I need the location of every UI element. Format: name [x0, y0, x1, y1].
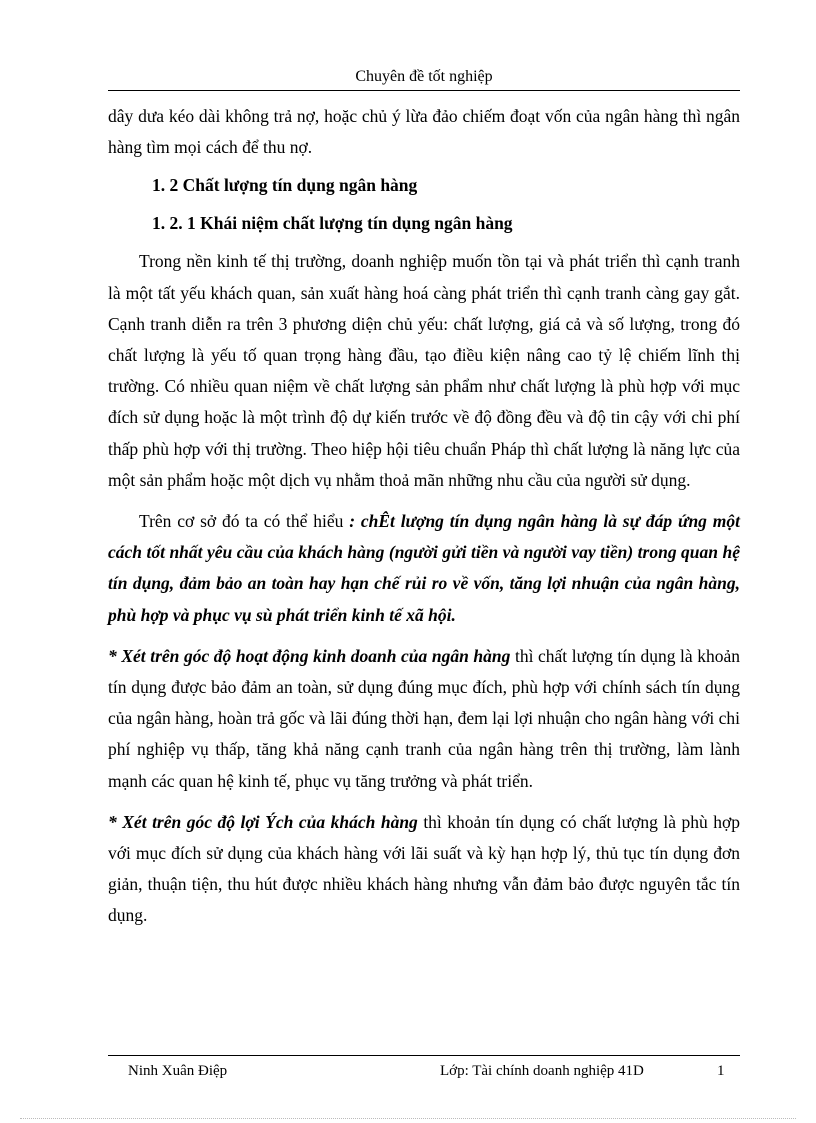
page-header	[108, 64, 740, 91]
page-number: 1	[717, 1063, 725, 1079]
subsection-heading: 1. 2. 1 Khái niệm chất lượng tín dụng ngân hàng	[152, 213, 513, 234]
definition-intro: Trên cơ sở đó ta có thể hiểu	[139, 511, 350, 532]
document-body	[108, 101, 740, 932]
bank-perspective-text: thì chất lượng tín dụng là khoản tín dụng được bảo đảm an toàn, sử dụng đúng mục đích, phù hợp với chính sách tín dụng của ngân hàng, hoàn trả gốc và lãi đúng thời hạn, đem lại lợi nhuận cho ngân hàng với chi phí nghiệp vụ thấp, tăng khả năng cạnh tranh của ngân hàng trên thị trường, làm lành mạnh các quan hệ kinh tế, phục vụ tăng trưởng và phát triển.	[108, 645, 740, 791]
paragraph-competition: Trong nền kinh tế thị trường, doanh nghiệp muốn tồn tại và phát triển thì cạnh tranh là một tất yếu khách quan, sản xuất hàng hoá càng phát triển thì cạnh tranh càng gay gắt. Cạnh tranh diễn ra trên 3 phương diện chủ yếu: chất lượng, giá cả và số lượng, trong đó chất lượng là yếu tố quan trọng hàng đầu, tạo điều kiện nâng cao tỷ lệ chiếm lĩnh thị trường. Có nhiều quan niệm về chất lượng sản phẩm như chất lượng là phù hợp với mục đích sử dụng hoặc là một trình độ dự kiến trước về độ đồng đều và độ tin cậy với chi phí thấp phù hợp với thị trường. Theo hiệp hội tiêu chuẩn Pháp thì chất lượng là năng lực của một sản phẩm hoặc một dịch vụ nhằm thoả mãn những nhu cầu của người sử dụng.	[108, 251, 740, 490]
section-heading: 1. 2 Chất lượng tín dụng ngân hàng	[152, 175, 418, 196]
header-title: Chuyên đề tốt nghiệp	[355, 68, 493, 85]
page-edge-divider	[20, 1118, 796, 1119]
definition-text: : chÊt lượng tín dụng ngân hàng là sự đáp ứng một cách tốt nhất yêu cầu của khách hàng (người gửi tiền và người vay tiền) trong quan hệ tín dụng, đảm bảo an toàn hay hạn chế rủi ro về vốn, tăng lợi nhuận của ngân hàng, phù hợp và phục vụ sù phát triển kinh tế xã hội.	[108, 511, 740, 625]
footer-author: Ninh Xuân Điệp	[128, 1063, 228, 1079]
bank-perspective-lead: * Xét trên góc độ hoạt động kinh doanh của ngân hàng	[108, 645, 511, 666]
customer-perspective-text: thì khoản tín dụng có chất lượng là phù hợp với mục đích sử dụng của khách hàng với lãi suất và kỳ hạn hợp lý, thủ tục tín dụng đơn giản, thuận tiện, thu hút được nhiều khách hàng nhưng vẫn đảm bảo được nguyên tắc tín dụng.	[108, 811, 740, 926]
paragraph-continuation: dây dưa kéo dài không trả nợ, hoặc chủ ý lừa đảo chiếm đoạt vốn của ngân hàng thì ngân hàng tìm mọi cách để thu nợ.	[108, 106, 740, 158]
page-footer	[108, 1055, 740, 1082]
footer-class: Lớp: Tài chính doanh nghiệp 41D	[440, 1063, 644, 1079]
customer-perspective-lead: * Xét trên góc độ lợi Ých của khách hàng	[108, 811, 418, 832]
paragraph-bank-perspective	[108, 641, 740, 797]
paragraph-definition	[108, 506, 740, 631]
paragraph-customer-perspective	[108, 807, 740, 932]
